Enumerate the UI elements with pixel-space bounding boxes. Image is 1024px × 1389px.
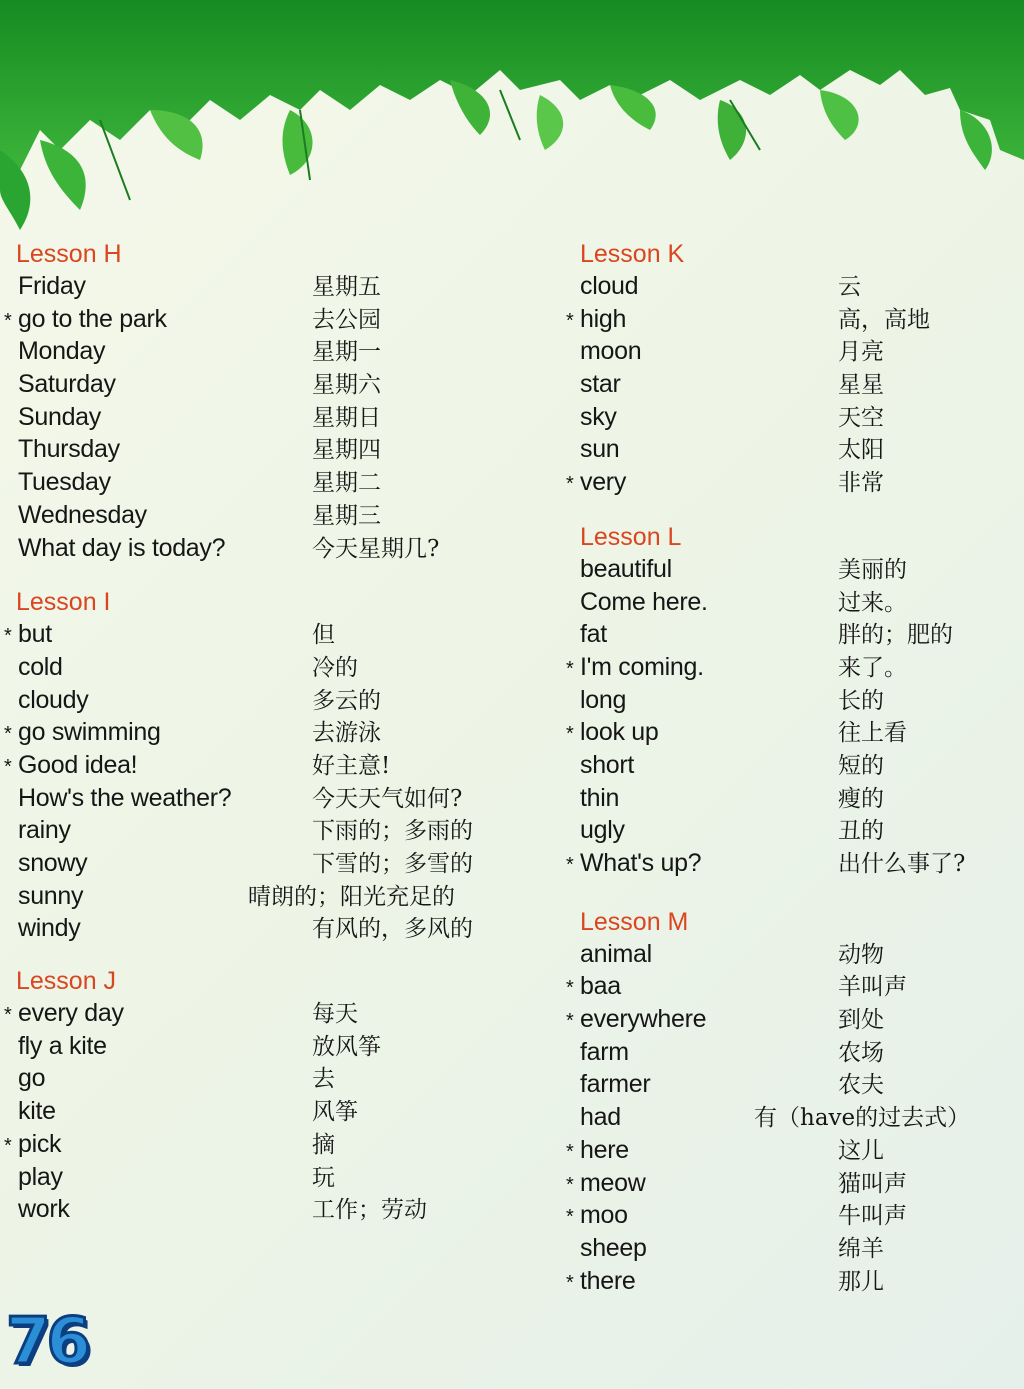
english-word-text: fat bbox=[580, 620, 607, 649]
vocab-row bbox=[0, 1060, 540, 1093]
english-word-text: Tuesday bbox=[18, 468, 111, 497]
english-word bbox=[0, 914, 304, 943]
english-word bbox=[0, 435, 304, 464]
english-word bbox=[562, 940, 822, 969]
vocab-row bbox=[562, 1263, 1024, 1296]
vocab-row bbox=[0, 616, 540, 649]
vocab-row bbox=[0, 1191, 540, 1224]
english-word bbox=[0, 501, 304, 530]
chinese-meaning: 往上看 bbox=[838, 720, 907, 747]
chinese-meaning: 晴朗的；阳光充足的 bbox=[248, 883, 455, 910]
vocab-row bbox=[562, 301, 1024, 334]
left-column bbox=[0, 240, 540, 1224]
chinese-meaning: 工作；劳动 bbox=[312, 1197, 427, 1224]
english-word bbox=[562, 1201, 822, 1230]
vocab-row bbox=[0, 530, 540, 563]
english-word-text: cloud bbox=[580, 272, 639, 300]
english-word bbox=[562, 305, 822, 334]
english-word-text: How's the weather? bbox=[18, 783, 232, 812]
english-word-text: had bbox=[580, 1103, 621, 1132]
vocab-row bbox=[0, 780, 540, 813]
english-word-text: Come here. bbox=[580, 587, 708, 616]
english-word-text: sunny bbox=[18, 881, 84, 910]
english-word-text: Good idea! bbox=[18, 750, 138, 779]
asterisk-icon: * bbox=[4, 723, 12, 746]
vocab-row bbox=[0, 301, 540, 334]
english-word bbox=[562, 1038, 822, 1067]
lesson-title: Lesson L bbox=[580, 522, 682, 551]
chinese-meaning: 有风的，多风的 bbox=[312, 916, 473, 943]
chinese-meaning: 长的 bbox=[838, 687, 884, 714]
chinese-meaning: 丑的 bbox=[838, 818, 884, 845]
english-word bbox=[562, 468, 822, 497]
vocab-row bbox=[0, 995, 540, 1028]
english-word-text: baa bbox=[580, 972, 621, 1001]
english-word-text: Thursday bbox=[18, 435, 120, 464]
english-word-text: windy bbox=[18, 914, 81, 943]
chinese-meaning: 到处 bbox=[838, 1007, 884, 1034]
vocab-row bbox=[562, 682, 1024, 715]
page-number: 76 bbox=[6, 1305, 88, 1379]
lesson-section bbox=[0, 967, 540, 1224]
lesson-section bbox=[562, 908, 1024, 1296]
asterisk-icon: * bbox=[4, 625, 12, 648]
chinese-meaning: 今天星期几? bbox=[312, 535, 440, 562]
english-word-text: look up bbox=[580, 718, 659, 747]
vocab-row bbox=[0, 1159, 540, 1192]
english-word bbox=[562, 1169, 822, 1198]
vocab-row bbox=[562, 616, 1024, 649]
chinese-meaning: 来了。 bbox=[838, 654, 907, 681]
asterisk-icon: * bbox=[566, 309, 574, 332]
english-word bbox=[0, 999, 304, 1028]
right-column bbox=[562, 240, 1024, 1295]
vocab-row bbox=[0, 464, 540, 497]
foliage-illustration bbox=[0, 0, 1024, 240]
english-word-text: Sunday bbox=[18, 402, 101, 431]
english-word-text: go to the park bbox=[18, 304, 167, 333]
chinese-meaning: 玩 bbox=[312, 1164, 335, 1191]
asterisk-icon: * bbox=[566, 977, 574, 1000]
english-word bbox=[562, 337, 822, 366]
english-word-text: here bbox=[580, 1135, 629, 1164]
chinese-meaning: 但 bbox=[312, 622, 335, 649]
chinese-meaning: 星期二 bbox=[312, 470, 381, 497]
chinese-meaning: 羊叫声 bbox=[838, 974, 907, 1001]
vocab-row bbox=[562, 366, 1024, 399]
chinese-meaning: 放风筝 bbox=[312, 1033, 381, 1060]
chinese-meaning: 风筝 bbox=[312, 1099, 358, 1126]
asterisk-icon: * bbox=[566, 1140, 574, 1163]
vocab-row bbox=[562, 464, 1024, 497]
chinese-meaning: 动物 bbox=[838, 941, 884, 968]
chinese-meaning: 有（have的过去式） bbox=[754, 1105, 971, 1132]
english-word bbox=[562, 370, 822, 399]
vocab-row bbox=[562, 333, 1024, 366]
asterisk-icon: * bbox=[566, 1206, 574, 1229]
chinese-meaning: 短的 bbox=[838, 752, 884, 779]
english-word-text: I'm coming. bbox=[580, 652, 704, 681]
asterisk-icon: * bbox=[566, 723, 574, 746]
english-word-text: fly a kite bbox=[18, 1031, 107, 1060]
english-word-text: Monday bbox=[18, 337, 106, 366]
english-word bbox=[0, 1130, 304, 1159]
english-word bbox=[0, 849, 304, 878]
vocab-row bbox=[0, 878, 540, 911]
vocab-row bbox=[562, 1034, 1024, 1067]
english-word-text: What's up? bbox=[580, 849, 702, 877]
vocab-row bbox=[0, 1093, 540, 1126]
english-word bbox=[562, 1005, 822, 1034]
chinese-meaning: 太阳 bbox=[838, 437, 884, 464]
english-word bbox=[562, 272, 822, 301]
english-word-text: play bbox=[18, 1162, 63, 1191]
english-word-text: star bbox=[580, 370, 621, 399]
english-word bbox=[562, 435, 822, 464]
chinese-meaning: 非常 bbox=[838, 470, 884, 497]
asterisk-icon: * bbox=[566, 473, 574, 496]
english-word-text: snowy bbox=[18, 849, 88, 877]
vocab-row bbox=[562, 551, 1024, 584]
chinese-meaning: 下雨的；多雨的 bbox=[312, 818, 473, 845]
lesson-title: Lesson I bbox=[16, 588, 111, 617]
english-word-text: sun bbox=[580, 435, 620, 464]
english-word bbox=[562, 588, 822, 617]
chinese-meaning: 农夫 bbox=[838, 1072, 884, 1099]
english-word-text: cold bbox=[18, 652, 63, 681]
english-word bbox=[562, 403, 822, 432]
english-word bbox=[0, 468, 304, 497]
vocab-row bbox=[0, 747, 540, 780]
english-word bbox=[0, 751, 304, 780]
asterisk-icon: * bbox=[566, 1173, 574, 1196]
english-word-text: What day is today? bbox=[18, 533, 226, 562]
vocab-row bbox=[0, 366, 540, 399]
chinese-meaning: 牛叫声 bbox=[838, 1203, 907, 1230]
english-word bbox=[0, 686, 304, 715]
vocab-row bbox=[562, 936, 1024, 969]
chinese-meaning: 星期五 bbox=[312, 274, 381, 300]
english-word-text: sheep bbox=[580, 1233, 647, 1262]
chinese-meaning: 过来。 bbox=[838, 589, 907, 616]
english-word bbox=[562, 653, 822, 682]
chinese-meaning: 多云的 bbox=[312, 687, 381, 714]
english-word bbox=[562, 1267, 822, 1296]
chinese-meaning: 冷的 bbox=[312, 654, 358, 681]
vocab-row bbox=[562, 714, 1024, 747]
vocab-row bbox=[562, 780, 1024, 813]
lesson-section bbox=[562, 523, 1024, 878]
asterisk-icon: * bbox=[566, 854, 574, 876]
vocab-row bbox=[562, 1132, 1024, 1165]
asterisk-icon: * bbox=[4, 755, 12, 778]
english-word bbox=[0, 816, 304, 845]
english-word bbox=[0, 272, 304, 301]
lesson-section bbox=[562, 240, 1024, 497]
english-word bbox=[562, 686, 822, 715]
chinese-meaning: 绵羊 bbox=[838, 1235, 884, 1262]
english-word-text: sky bbox=[580, 402, 617, 431]
english-word-text: Wednesday bbox=[18, 500, 147, 529]
vocab-row bbox=[562, 1066, 1024, 1099]
vocab-row bbox=[0, 910, 540, 943]
vocab-row bbox=[562, 1001, 1024, 1034]
chinese-meaning: 农场 bbox=[838, 1039, 884, 1066]
english-word bbox=[562, 718, 822, 747]
chinese-meaning: 去公园 bbox=[312, 306, 381, 333]
english-word-text: ugly bbox=[580, 816, 625, 845]
vocab-row bbox=[562, 268, 1024, 301]
english-word-text: go swimming bbox=[18, 718, 161, 747]
lesson-title: Lesson K bbox=[580, 240, 685, 268]
chinese-meaning: 星期三 bbox=[312, 502, 381, 529]
english-word-text: meow bbox=[580, 1168, 646, 1197]
english-word-text: every day bbox=[18, 999, 124, 1028]
asterisk-icon: * bbox=[566, 1010, 574, 1033]
vocab-row bbox=[562, 812, 1024, 845]
english-word bbox=[0, 403, 304, 432]
chinese-meaning: 瘦的 bbox=[838, 785, 884, 812]
english-word-text: very bbox=[580, 468, 627, 497]
english-word bbox=[562, 972, 822, 1001]
chinese-meaning: 云 bbox=[838, 274, 861, 300]
english-word-text: but bbox=[18, 620, 52, 649]
asterisk-icon: * bbox=[4, 1004, 12, 1027]
english-word bbox=[0, 305, 304, 334]
chinese-meaning: 好主意! bbox=[312, 752, 391, 779]
vocab-row bbox=[0, 812, 540, 845]
chinese-meaning: 去 bbox=[312, 1066, 335, 1093]
english-word-text: short bbox=[580, 750, 635, 779]
chinese-meaning: 星期一 bbox=[312, 339, 381, 366]
vocab-row bbox=[562, 431, 1024, 464]
english-word bbox=[0, 1163, 304, 1192]
chinese-meaning: 摘 bbox=[312, 1131, 335, 1158]
english-word bbox=[562, 816, 822, 845]
vocab-row bbox=[0, 333, 540, 366]
vocab-row bbox=[562, 584, 1024, 617]
chinese-meaning: 星期六 bbox=[312, 372, 381, 399]
vocab-row bbox=[0, 649, 540, 682]
english-word-text: moo bbox=[580, 1201, 628, 1230]
english-word-text: Friday bbox=[18, 272, 86, 300]
vocab-row bbox=[0, 1028, 540, 1061]
english-word bbox=[0, 1097, 304, 1126]
vocab-row bbox=[0, 431, 540, 464]
english-word-text: kite bbox=[18, 1097, 56, 1126]
chinese-meaning: 猫叫声 bbox=[838, 1170, 907, 1197]
english-word bbox=[0, 718, 304, 747]
vocab-row bbox=[0, 399, 540, 432]
english-word bbox=[0, 337, 304, 366]
chinese-meaning: 那儿 bbox=[838, 1268, 884, 1295]
vocab-row bbox=[562, 845, 1024, 878]
vocab-row bbox=[562, 649, 1024, 682]
english-word bbox=[0, 653, 304, 682]
english-word bbox=[0, 620, 304, 649]
english-word bbox=[562, 1070, 822, 1099]
lesson-title: Lesson J bbox=[16, 967, 117, 996]
vocab-row bbox=[0, 497, 540, 530]
vocab-row bbox=[0, 1126, 540, 1159]
english-word bbox=[0, 1195, 304, 1224]
asterisk-icon: * bbox=[4, 309, 12, 332]
asterisk-icon: * bbox=[566, 657, 574, 680]
lesson-title: Lesson H bbox=[16, 240, 122, 268]
english-word-text: Saturday bbox=[18, 370, 116, 399]
chinese-meaning: 这儿 bbox=[838, 1137, 884, 1164]
vocab-row bbox=[562, 1230, 1024, 1263]
english-word-text: long bbox=[580, 685, 627, 714]
english-word-text: cloudy bbox=[18, 685, 89, 714]
lesson-title: Lesson M bbox=[580, 907, 689, 936]
english-word-text: beautiful bbox=[580, 554, 672, 583]
english-word-text: everywhere bbox=[580, 1005, 707, 1034]
chinese-meaning: 星期四 bbox=[312, 437, 381, 464]
english-word bbox=[0, 1064, 304, 1093]
vocab-row bbox=[0, 682, 540, 715]
chinese-meaning: 每天 bbox=[312, 1001, 358, 1028]
english-word-text: moon bbox=[580, 337, 642, 366]
chinese-meaning: 出什么事了? bbox=[838, 851, 966, 877]
chinese-meaning: 胖的；肥的 bbox=[838, 622, 953, 649]
english-word bbox=[562, 751, 822, 780]
english-word bbox=[562, 620, 822, 649]
english-word-text: rainy bbox=[18, 816, 71, 845]
vocab-row bbox=[562, 1165, 1024, 1198]
asterisk-icon: * bbox=[566, 1271, 574, 1294]
english-word bbox=[562, 784, 822, 813]
chinese-meaning: 高，高地 bbox=[838, 306, 930, 333]
vocab-row bbox=[562, 1197, 1024, 1230]
english-word bbox=[0, 784, 304, 813]
english-word-text: farm bbox=[580, 1037, 629, 1066]
vocab-row bbox=[562, 399, 1024, 432]
vocab-row bbox=[0, 714, 540, 747]
vocab-row bbox=[0, 268, 540, 301]
english-word bbox=[0, 1032, 304, 1061]
chinese-meaning: 美丽的 bbox=[838, 556, 907, 583]
vocab-row bbox=[562, 1099, 1024, 1132]
chinese-meaning: 下雪的；多雪的 bbox=[312, 851, 473, 877]
lesson-section bbox=[0, 240, 540, 562]
english-word bbox=[562, 1234, 822, 1263]
english-word-text: thin bbox=[580, 783, 620, 812]
english-word-text: animal bbox=[580, 939, 652, 968]
vocab-row bbox=[0, 845, 540, 878]
english-word-text: go bbox=[18, 1064, 46, 1093]
english-word bbox=[562, 555, 822, 584]
vocab-row bbox=[562, 747, 1024, 780]
chinese-meaning: 天空 bbox=[838, 404, 884, 431]
chinese-meaning: 星期日 bbox=[312, 404, 381, 431]
english-word-text: farmer bbox=[580, 1070, 651, 1099]
chinese-meaning: 去游泳 bbox=[312, 720, 381, 747]
english-word bbox=[0, 370, 304, 399]
english-word bbox=[0, 534, 304, 563]
english-word-text: pick bbox=[18, 1129, 62, 1158]
english-word-text: high bbox=[580, 304, 627, 333]
english-word bbox=[562, 849, 822, 878]
chinese-meaning: 星星 bbox=[838, 372, 884, 399]
chinese-meaning: 今天天气如何? bbox=[312, 785, 463, 812]
english-word bbox=[562, 1136, 822, 1165]
chinese-meaning: 月亮 bbox=[838, 339, 884, 366]
lesson-section bbox=[0, 588, 540, 943]
asterisk-icon: * bbox=[4, 1134, 12, 1157]
english-word-text: work bbox=[18, 1195, 70, 1224]
english-word-text: there bbox=[580, 1266, 636, 1295]
vocab-row bbox=[562, 968, 1024, 1001]
